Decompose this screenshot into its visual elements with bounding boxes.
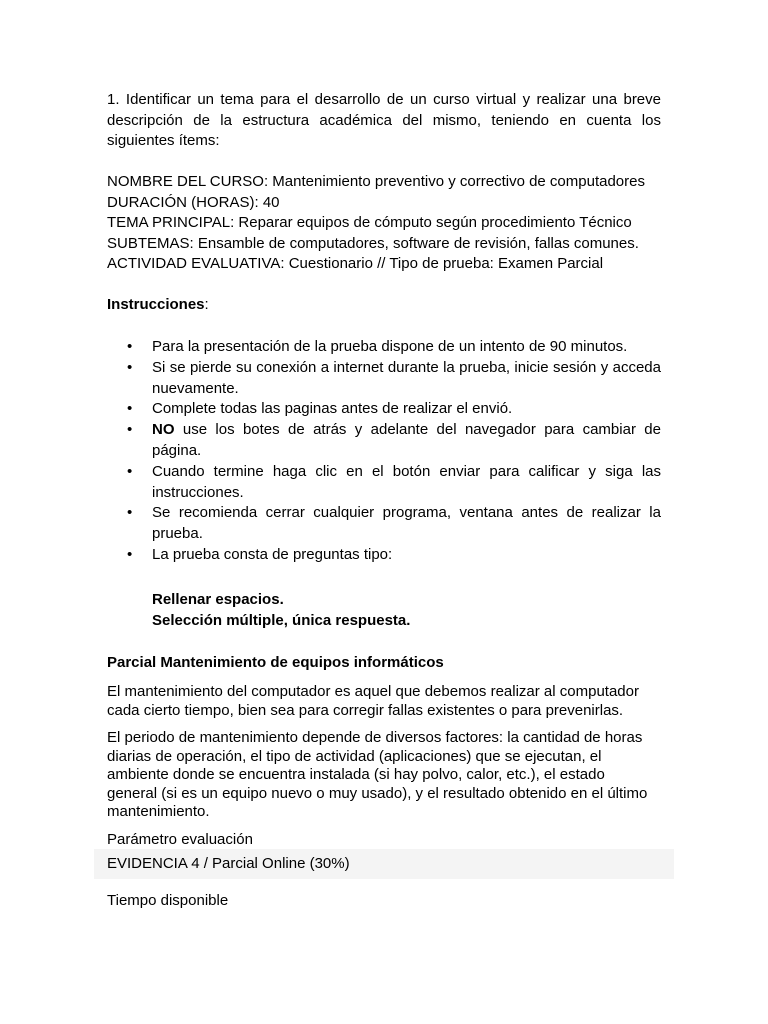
bullet-icon: • xyxy=(127,421,133,439)
intro-paragraph xyxy=(107,90,661,152)
instructions-heading xyxy=(107,295,661,316)
maintenance-paragraph-2 xyxy=(107,729,661,822)
course-main-topic: TEMA PRINCIPAL: Reparar equipos de cómputo según procedimiento Técnico xyxy=(107,214,632,231)
course-info xyxy=(107,172,661,275)
paragraph-line: El periodo de mantenimiento depende de diversos factores: la cantidad de horas xyxy=(107,729,643,746)
bullet-icon: • xyxy=(127,504,133,522)
instructions-title: Instrucciones xyxy=(107,296,205,313)
paragraph-line: cada cierto tiempo, bien sea para corregir fallas existentes o para prevenirlas. xyxy=(107,701,624,719)
emphasis-no: NO xyxy=(152,421,175,439)
bullet-icon: • xyxy=(127,462,133,480)
list-item xyxy=(107,337,661,358)
bullet-icon: • xyxy=(127,400,133,418)
intro-line: 1. Identificar un tema para el desarrollo de un curso virtual y realizar una breve xyxy=(107,91,661,108)
list-item xyxy=(107,462,661,504)
paragraph-line: El mantenimiento del computador es aquel que debemos realizar al computador xyxy=(107,683,639,700)
parameter-label: Parámetro evaluación xyxy=(107,831,253,848)
course-subtopics: SUBTEMAS: Ensamble de computadores, software de revisión, fallas comunes. xyxy=(107,234,639,252)
list-item-text: use los botes de atrás y adelante del navegador para cambiar de página. xyxy=(152,421,661,459)
question-type-fill: Rellenar espacios. xyxy=(152,591,284,608)
instructions-colon: : xyxy=(204,296,209,313)
list-item-text: La prueba consta de preguntas tipo: xyxy=(152,545,393,563)
paragraph-line: mantenimiento. xyxy=(107,803,210,820)
evidence-value: EVIDENCIA 4 / Parcial Online (30%) xyxy=(107,855,350,872)
course-name: NOMBRE DEL CURSO: Mantenimiento preventivo y correctivo de computadores xyxy=(107,173,645,190)
list-item-text: Se recomienda cerrar cualquier programa, ventana antes de realizar la prueba. xyxy=(152,504,661,543)
list-item xyxy=(107,358,661,400)
list-item xyxy=(107,420,661,462)
intro-line: descripción de la estructura académica del mismo, teniendo en cuenta los xyxy=(107,111,661,129)
bullet-icon: • xyxy=(127,338,133,355)
time-available-label: Tiempo disponible xyxy=(107,892,229,909)
list-item xyxy=(107,399,661,420)
course-activity: ACTIVIDAD EVALUATIVA: Cuestionario // Tipo de prueba: Examen Parcial xyxy=(107,255,604,272)
bullet-icon: • xyxy=(127,545,133,563)
instructions-list xyxy=(107,337,661,566)
list-item-text: Si se pierde su conexión a internet durante la prueba, inicie sesión y acceda nuevamente. xyxy=(152,358,661,397)
list-item xyxy=(107,545,661,566)
bullet-icon: • xyxy=(127,358,133,376)
list-item-text: Complete todas las paginas antes de realizar el envió. xyxy=(152,400,513,418)
paragraph-line: diarias de operación, el tipo de actividad (aplicaciones) que se ejecutan, el xyxy=(107,747,602,765)
intro-line: siguientes ítems: xyxy=(107,132,220,149)
list-item-text: Para la presentación de la prueba dispone de un intento de 90 minutos. xyxy=(152,338,628,355)
paragraph-line: ambiente donde se encuentra instalada (si hay polvo, calor, etc.), el estado xyxy=(107,766,605,783)
course-duration: DURACIÓN (HORAS): 40 xyxy=(107,193,280,211)
paragraph-line: general (si es un equipo nuevo o muy usado), y el resultado obtenido en el último xyxy=(107,784,648,802)
parcial-heading: Parcial Mantenimiento de equipos informáticos xyxy=(107,654,444,671)
question-types xyxy=(152,590,662,631)
list-item-text: Cuando termine haga clic en el botón enviar para calificar y siga las instrucciones. xyxy=(152,462,661,501)
maintenance-paragraph-1 xyxy=(107,683,661,720)
list-item xyxy=(107,503,661,545)
question-type-multiple: Selección múltiple, única respuesta. xyxy=(152,611,411,629)
